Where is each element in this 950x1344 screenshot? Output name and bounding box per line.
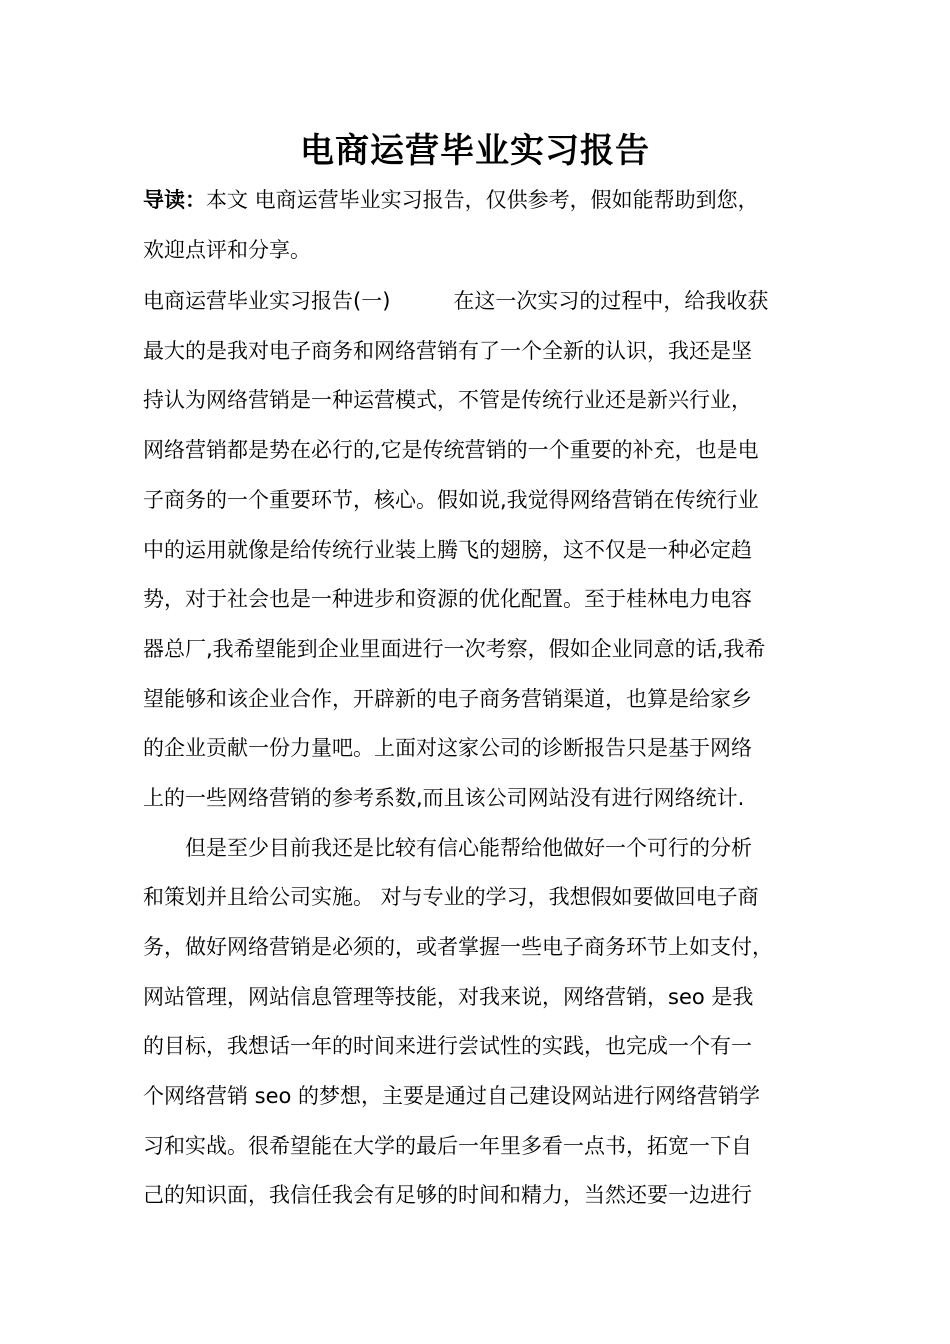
body-line: 中的运用就像是给传统行业装上腾飞的翅膀，这不仅是一种必定趋 — [143, 538, 752, 562]
body-line: 望能够和该企业合作，开辟新的电子商务营销渠道，也算是给家乡 — [143, 687, 752, 711]
body-line: 子商务的一个重要环节，核心。假如说,我觉得网络营销在传统行业 — [143, 488, 759, 512]
body-line: 但是至少目前我还是比较有信心能帮给他做好一个可行的分析 — [143, 836, 752, 860]
body-line: 己的知识面，我信任我会有足够的时间和精力，当然还要一边进行 — [143, 1183, 752, 1207]
body-line: 上的一些网络营销的参考系数,而且该公司网站没有进行网络统计. — [143, 786, 745, 810]
body-line: 网络营销都是势在必行的,它是传统营销的一个重要的补充，也是电 — [143, 438, 759, 462]
intro-line-1 — [143, 185, 759, 215]
document-title: 电商运营毕业实习报告 — [300, 131, 650, 171]
body-line: 电商运营毕业实习报告(一) 在这一次实习的过程中，给我收获 — [143, 289, 769, 313]
body-line: 的目标，我想话一年的时间来进行尝试性的实践，也完成一个有一 — [143, 1034, 752, 1058]
body-line: 网站管理，网站信息管理等技能，对我来说，网络营销，seo 是我 — [143, 985, 754, 1009]
body-line: 务，做好网络营销是必须的，或者掌握一些电子商务环节上如支付， — [143, 935, 773, 959]
body-line: 习和实战。很希望能在大学的最后一年里多看一点书，拓宽一下自 — [143, 1134, 752, 1158]
intro-line-2: 欢迎点评和分享。 — [143, 238, 311, 262]
intro-text: 本文 电商运营毕业实习报告，仅供参考，假如能帮助到您， — [206, 188, 759, 212]
body-line: 势，对于社会也是一种进步和资源的优化配置。至于桂林电力电容 — [143, 587, 752, 611]
body-line: 器总厂,我希望能到企业里面进行一次考察，假如企业同意的话,我希 — [143, 637, 766, 661]
body-line: 和策划并且给公司实施。 对与专业的学习，我想假如要做回电子商 — [143, 885, 759, 909]
body-line: 持认为网络营销是一种运营模式，不管是传统行业还是新兴行业， — [143, 388, 752, 412]
intro-label: 导读： — [143, 188, 206, 212]
body-line: 最大的是我对电子商务和网络营销有了一个全新的认识，我还是坚 — [143, 339, 752, 363]
body-line: 的企业贡献一份力量吧。上面对这家公司的诊断报告只是基于网络 — [143, 736, 752, 760]
body-line: 个网络营销 seo 的梦想，主要是通过自己建设网站进行网络营销学 — [143, 1084, 761, 1108]
